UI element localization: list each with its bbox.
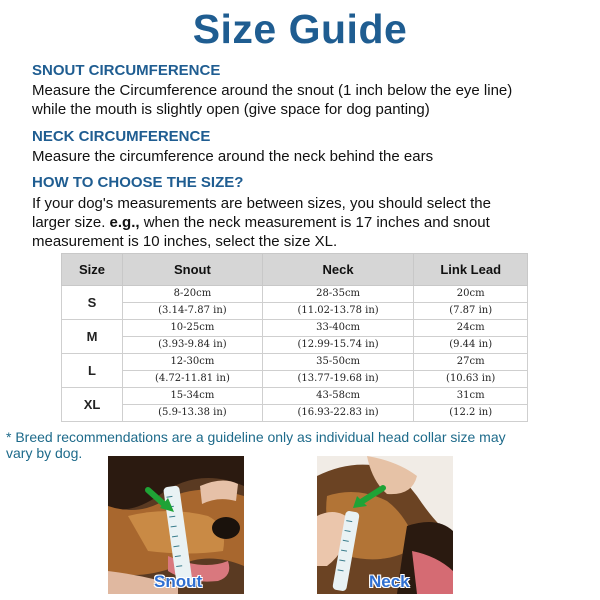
lead-in-cell: (10.63 in) [414,371,528,388]
table-row [62,337,528,354]
lead-in-cell: (12.2 in) [414,405,528,422]
choose-line-2-end: when the neck measurement is 17 inches and snout [139,214,490,231]
breed-note-line-2: vary by dog. [6,445,83,461]
size-cell: S [62,286,123,320]
neck-line-1: Measure the circumference around the neck behind the ears [32,148,434,165]
size-cell: XL [62,388,123,422]
snout-photo-label: Snout [154,572,203,591]
lead-in-cell: (9.44 in) [414,337,528,354]
neck-cm-cell: 35-50cm [262,354,414,371]
snout-in-cell: (3.93-9.84 in) [123,337,263,354]
table-row [62,405,528,422]
snout-instructions [32,81,572,119]
table-row [62,371,528,388]
size-cell: M [62,320,123,354]
neck-heading: NECK CIRCUMFERENCE [32,128,211,145]
snout-measure-photo [108,456,244,594]
snout-heading: SNOUT CIRCUMFERENCE [32,62,221,79]
neck-photo-label: Neck [369,572,410,591]
breed-note-line-1: * Breed recommendations are a guideline only as individual head collar size may [6,429,506,445]
snout-in-cell: (4.72-11.81 in) [123,371,263,388]
table-row [62,303,528,320]
neck-cm-cell: 33-40cm [262,320,414,337]
neck-instructions [32,147,572,166]
header-size: Size [62,254,123,286]
snout-in-cell: (5.9-13.38 in) [123,405,263,422]
choose-line-2 [32,213,572,232]
neck-in-cell: (13.77-19.68 in) [262,371,414,388]
lead-cm-cell: 27cm [414,354,528,371]
page-title: Size Guide [192,6,408,52]
lead-cm-cell: 20cm [414,286,528,303]
size-table [61,253,528,422]
choose-line-1: If your dog's measurements are between sizes, you should select the [32,195,491,212]
neck-in-cell: (12.99-15.74 in) [262,337,414,354]
snout-cm-cell: 15-34cm [123,388,263,405]
snout-cm-cell: 12-30cm [123,354,263,371]
snout-in-cell: (3.14-7.87 in) [123,303,263,320]
choose-instructions [32,194,572,251]
header-link-lead: Link Lead [414,254,528,286]
neck-measure-photo [317,456,453,594]
table-row [62,354,528,371]
snout-cm-cell: 8-20cm [123,286,263,303]
table-row [62,388,528,405]
table-row [62,320,528,337]
neck-in-cell: (11.02-13.78 in) [262,303,414,320]
lead-in-cell: (7.87 in) [414,303,528,320]
snout-cm-cell: 10-25cm [123,320,263,337]
header-neck: Neck [262,254,414,286]
snout-line-2: while the mouth is slightly open (give space for dog panting) [32,101,430,118]
breed-note [6,429,586,461]
choose-line-3: measurement is 10 inches, select the size XL. [32,233,338,250]
choose-example-label: e.g., [109,214,140,231]
header-snout: Snout [123,254,263,286]
neck-cm-cell: 43-58cm [262,388,414,405]
neck-in-cell: (16.93-22.83 in) [262,405,414,422]
snout-line-1: Measure the Circumference around the snout (1 inch below the eye line) [32,82,513,99]
size-table-header [62,254,528,286]
choose-line-2-start: larger size. [32,214,110,231]
table-row [62,286,528,303]
size-cell: L [62,354,123,388]
lead-cm-cell: 31cm [414,388,528,405]
choose-heading: HOW TO CHOOSE THE SIZE? [32,174,244,191]
neck-cm-cell: 28-35cm [262,286,414,303]
lead-cm-cell: 24cm [414,320,528,337]
